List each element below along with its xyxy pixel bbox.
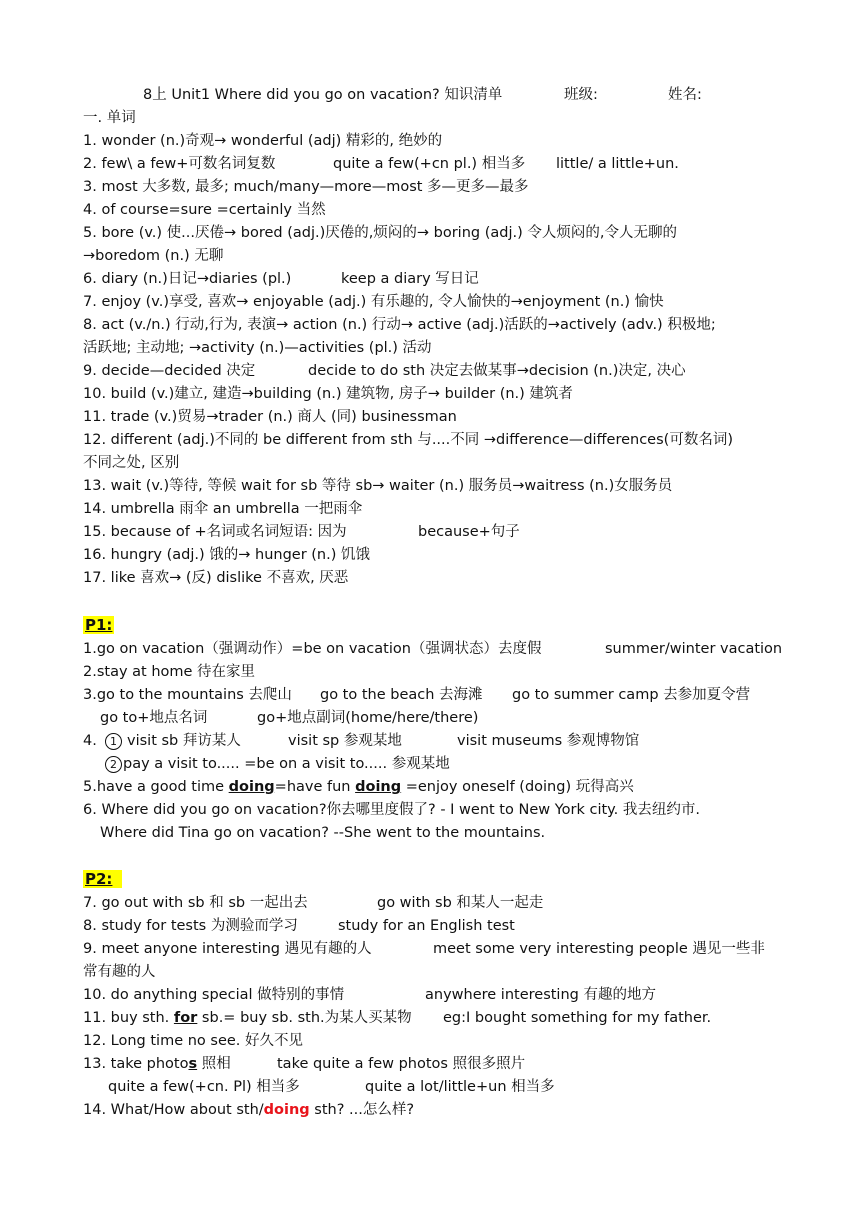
word-item [83, 155, 793, 173]
underlined-for: for [173, 1010, 198, 1026]
phrase-line: 常有趣的人 [83, 964, 156, 980]
phrase-part: visit sb 拜访某人 [127, 733, 241, 749]
document-header [143, 86, 853, 104]
phrase-part: 11. buy sth. [83, 1010, 174, 1026]
phrase-part: go to summer camp 去参加夏令营 [512, 687, 751, 703]
word-item: 5. bore (v.) 使...厌倦→ bored (adj.)厌倦的,烦闷的→ boring (adj.) 令人烦闷的,令人无聊的 [83, 225, 677, 241]
phrase-part: 7. go out with sb 和 sb 一起出去 [83, 895, 308, 911]
phrase-line: 2.stay at home 待在家里 [83, 664, 256, 680]
word-item: 14. umbrella 雨伞 an umbrella 一把雨伞 [83, 501, 363, 517]
word-item-part: decide to do sth 决定去做某事→decision (n.)决定, 决心 [308, 363, 686, 379]
word-item [83, 362, 793, 380]
word-item: 10. build (v.)建立, 建造→building (n.) 建筑物, 房子→ builder (n.) 建筑者 [83, 386, 573, 402]
phrase-part: visit sp 参观某地 [288, 733, 402, 749]
word-item: 12. different (adj.)不同的 be different from sth 与....不同 →difference—differences(可数名词) [83, 432, 733, 448]
word-item: 13. wait (v.)等待, 等候 wait for sb 等待 sb→ waiter (n.) 服务员→waitress (n.)女服务员 [83, 478, 673, 494]
phrase-part: anywhere interesting 有趣的地方 [425, 987, 656, 1003]
phrase-line [83, 894, 793, 912]
document-title: 8上 Unit1 Where did you go on vacation? 知识清单 [143, 87, 503, 103]
phrase-line [83, 940, 793, 958]
word-item [83, 523, 793, 541]
word-item-part: 9. decide—decided 决定 [83, 363, 256, 379]
phrase-line: 12. Long time no see. 好久不见 [83, 1033, 304, 1049]
phrase-part: =have fun [274, 779, 356, 795]
circled-number: 1 [105, 733, 122, 750]
word-item-part: because+句子 [418, 524, 520, 540]
word-item: 8. act (v./n.) 行动,行为, 表演→ action (n.) 行动→ active (adj.)活跃的→actively (adv.) 积极地; [83, 317, 716, 333]
phrase-part: 14. What/How about sth/ [83, 1102, 264, 1118]
p1-label: P1: [85, 616, 113, 634]
phrase-part: visit museums 参观博物馆 [457, 733, 640, 749]
underlined-doing: doing [228, 779, 275, 795]
word-item: 不同之处, 区别 [83, 455, 180, 471]
phrase-number: 4. [83, 733, 97, 749]
word-item: 17. like 喜欢→ (反) dislike 不喜欢, 厌恶 [83, 570, 349, 586]
word-item: 16. hungry (adj.) 饿的→ hunger (n.) 饥饿 [83, 547, 370, 563]
phrase-part: eg:I bought something for my father. [443, 1010, 712, 1026]
phrase-part: summer/winter vacation [605, 641, 783, 657]
section-heading-words: 一. 单词 [83, 110, 136, 126]
word-item-part: little/ a little+un. [556, 156, 679, 172]
class-label: 班级: [564, 87, 598, 103]
phrase-part: 9. meet anyone interesting 遇见有趣的人 [83, 941, 372, 957]
phrase-part: 8. study for tests 为测验而学习 [83, 918, 298, 934]
word-item-part: 2. few\ a few+可数名词复数 [83, 156, 276, 172]
phrase-part: 1.go on vacation（强调动作）=be on vacation（强调状态）去度假 [83, 641, 542, 657]
phrase-part: quite a lot/little+un 相当多 [365, 1079, 555, 1095]
phrase-line [83, 1009, 793, 1027]
phrase-part: 13. take photo [83, 1056, 189, 1072]
phrase-part: 3.go to the mountains 去爬山 [83, 687, 292, 703]
phrase-part: go to the beach 去海滩 [320, 687, 483, 703]
phrase-line [83, 986, 793, 1004]
word-item: 1. wonder (n.)奇观→ wonderful (adj) 精彩的, 绝妙的 [83, 133, 443, 149]
word-item-part: quite a few(+cn pl.) 相当多 [333, 156, 526, 172]
phrase-part: pay a visit to..... =be on a visit to..... 参观某地 [123, 756, 450, 772]
phrase-part: =enjoy oneself (doing) 玩得高兴 [401, 779, 634, 795]
p2-label: P2: [83, 870, 122, 888]
phrase-line [83, 640, 793, 658]
phrase-line [83, 1101, 793, 1119]
red-doing: doing [263, 1102, 310, 1118]
phrase-part: 10. do anything special 做特别的事情 [83, 987, 345, 1003]
underlined-doing: doing [355, 779, 402, 795]
phrase-line [83, 778, 793, 796]
word-item: 4. of course=sure =certainly 当然 [83, 202, 326, 218]
word-item-part: 15. because of +名词或名词短语: 因为 [83, 524, 347, 540]
word-item: 3. most 大多数, 最多; much/many—more—most 多—更多—最多 [83, 179, 529, 195]
phrase-part: take quite a few photos 照很多照片 [277, 1056, 526, 1072]
phrase-part: 照相 [197, 1056, 231, 1072]
word-item-part: 6. diary (n.)日记→diaries (pl.) [83, 271, 292, 287]
phrase-line [83, 917, 793, 935]
phrase-part: quite a few(+cn. Pl) 相当多 [108, 1079, 300, 1095]
phrase-part: sb.= buy sb. sth.为某人买某物 [197, 1010, 412, 1026]
section-label-p1 [83, 616, 793, 635]
phrase-part: 5.have a good time [83, 779, 229, 795]
phrase-part: go with sb 和某人一起走 [377, 895, 544, 911]
phrase-line [100, 709, 810, 727]
phrase-part: go+地点副词(home/here/there) [257, 710, 479, 726]
phrase-part: go to+地点名词 [100, 710, 208, 726]
phrase-line: 6. Where did you go on vacation?你去哪里度假了? - I went to New York city. 我去纽约市. [83, 802, 701, 818]
section-label-p2 [83, 870, 793, 889]
word-item: 11. trade (v.)贸易→trader (n.) 商人 (同) businessman [83, 409, 457, 425]
word-item [83, 270, 793, 288]
phrase-line: Where did Tina go on vacation? --She went to the mountains. [100, 825, 546, 841]
word-item: →boredom (n.) 无聊 [83, 248, 224, 264]
phrase-part: study for an English test [338, 918, 515, 934]
word-item: 7. enjoy (v.)享受, 喜欢→ enjoyable (adj.) 有乐趣的, 令人愉快的→enjoyment (n.) 愉快 [83, 294, 664, 310]
word-item-part: keep a diary 写日记 [341, 271, 479, 287]
underlined-s: s [188, 1056, 198, 1072]
phrase-line [83, 732, 793, 750]
word-item: 活跃地; 主动地; →activity (n.)—activities (pl.) 活动 [83, 340, 432, 356]
phrase-part: meet some very interesting people 遇见一些非 [433, 941, 765, 957]
name-label: 姓名: [668, 87, 702, 103]
circled-number: 2 [105, 756, 122, 773]
phrase-line [83, 686, 793, 704]
phrase-part: sth? ...怎么样? [309, 1102, 415, 1118]
phrase-line [83, 1055, 793, 1073]
